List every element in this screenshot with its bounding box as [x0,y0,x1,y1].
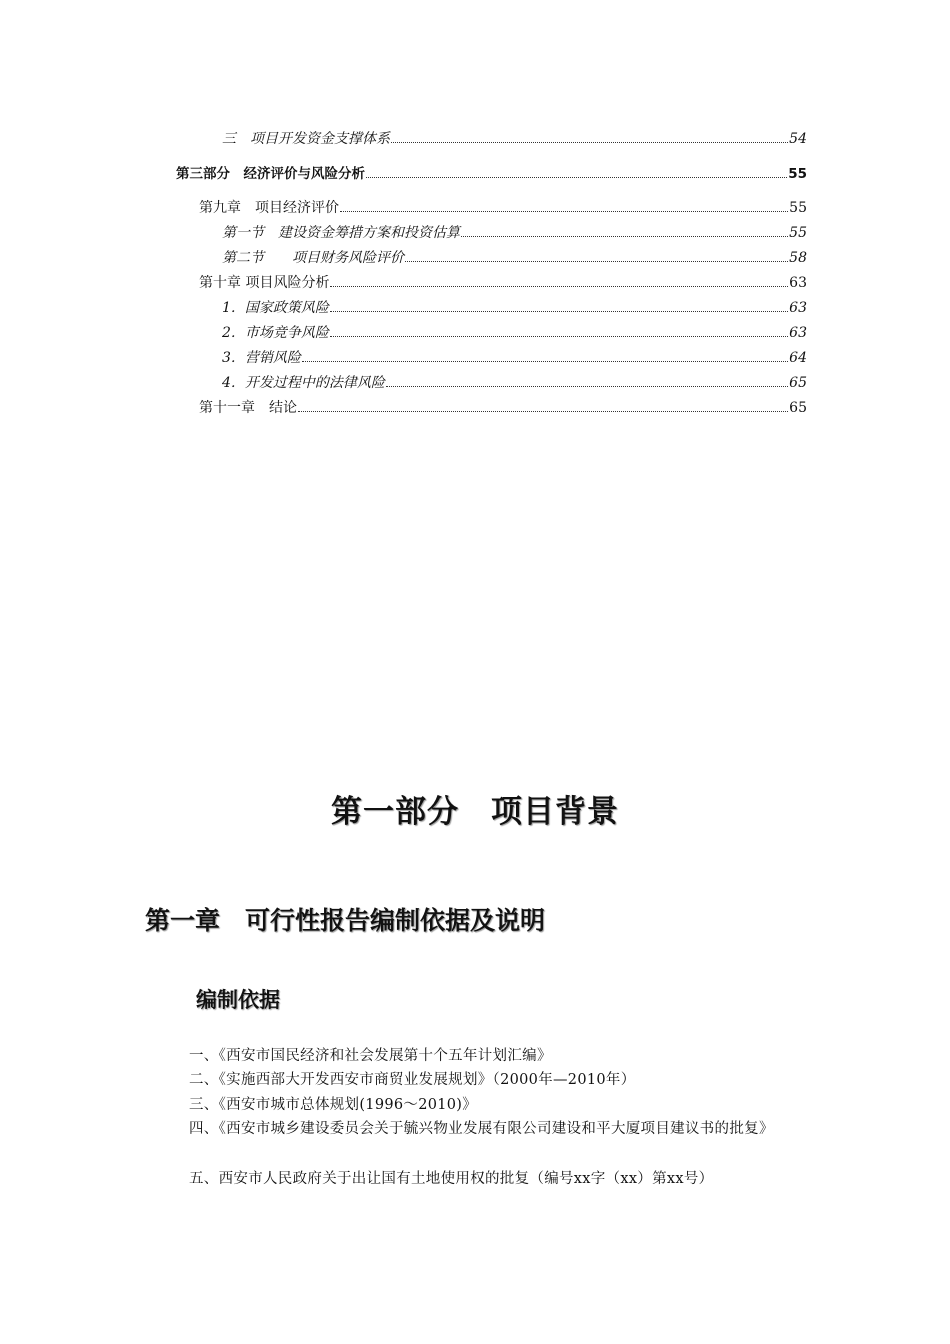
basis-item: 三、《西安市城市总体规划(1996～2010)》 [189,1097,478,1113]
toc-entry-page: 55 [789,200,807,216]
toc-leader-dots [340,211,788,212]
toc-leader-dots [330,286,788,287]
toc-entry-page: 58 [789,250,807,266]
toc-entry[interactable] [222,374,807,392]
toc-entry[interactable] [222,299,807,317]
toc-entry[interactable] [222,249,807,267]
toc-entry-label: 4．开发过程中的法律风险 [222,375,385,391]
toc-entry[interactable] [222,349,807,367]
toc-entry-page: 65 [789,375,807,391]
toc-entry-page: 55 [789,225,807,241]
basis-item: 五、西安市人民政府关于出让国有土地使用权的批复（编号xx字（xx）第xx号） [189,1171,714,1187]
basis-item: 一、《西安市国民经济和社会发展第十个五年计划汇编》 [189,1048,552,1064]
toc-entry-page: 63 [789,325,807,341]
toc-entry[interactable] [176,165,807,183]
toc-entry-label: 三 项目开发资金支撑体系 [222,131,390,147]
toc-entry-label: 第二节 项目财务风险评价 [222,250,404,266]
part-title: 第一部分 项目背景 [331,794,619,830]
toc-entry-page: 54 [789,131,807,147]
toc-entry-label: 第一节 建设资金筹措方案和投资估算 [222,225,460,241]
toc-entry[interactable] [222,130,807,148]
toc-entry-label: 第三部分 经济评价与风险分析 [176,166,365,182]
toc-leader-dots [405,261,788,262]
toc-entry[interactable] [199,399,807,417]
toc-entry[interactable] [222,324,807,342]
toc-entry[interactable] [222,224,807,242]
section-title: 编制依据 [196,988,280,1012]
toc-leader-dots [461,236,788,237]
toc-entry-label: 第九章 项目经济评价 [199,200,339,216]
toc-leader-dots [302,361,788,362]
toc-entry-page: 65 [789,400,807,416]
toc-entry-label: 3．营销风险 [222,350,301,366]
toc-leader-dots [330,311,788,312]
toc-leader-dots [298,411,788,412]
toc-entry-label: 第十章 项目风险分析 [199,275,330,291]
toc-entry[interactable] [199,199,807,217]
toc-entry-page: 63 [789,300,807,316]
toc-entry-label: 第十一章 结论 [199,400,297,416]
toc-entry-page: 64 [789,350,807,366]
toc-entry[interactable] [199,274,807,292]
toc-leader-dots [330,336,788,337]
toc-leader-dots [391,142,788,143]
toc-leader-dots [386,386,788,387]
toc-leader-dots [366,177,787,178]
toc-entry-page: 63 [789,275,807,291]
chapter-title: 第一章 可行性报告编制依据及说明 [145,906,546,935]
basis-item: 四、《西安市城乡建设委员会关于毓兴物业发展有限公司建设和平大厦项目建议书的批复》 [189,1121,774,1137]
toc-entry-label: 1．国家政策风险 [222,300,329,316]
basis-item: 二、《实施西部大开发西安市商贸业发展规划》（2000年—2010年） [189,1072,636,1088]
toc-entry-label: 2．市场竞争风险 [222,325,329,341]
toc-entry-page: 55 [788,166,807,182]
